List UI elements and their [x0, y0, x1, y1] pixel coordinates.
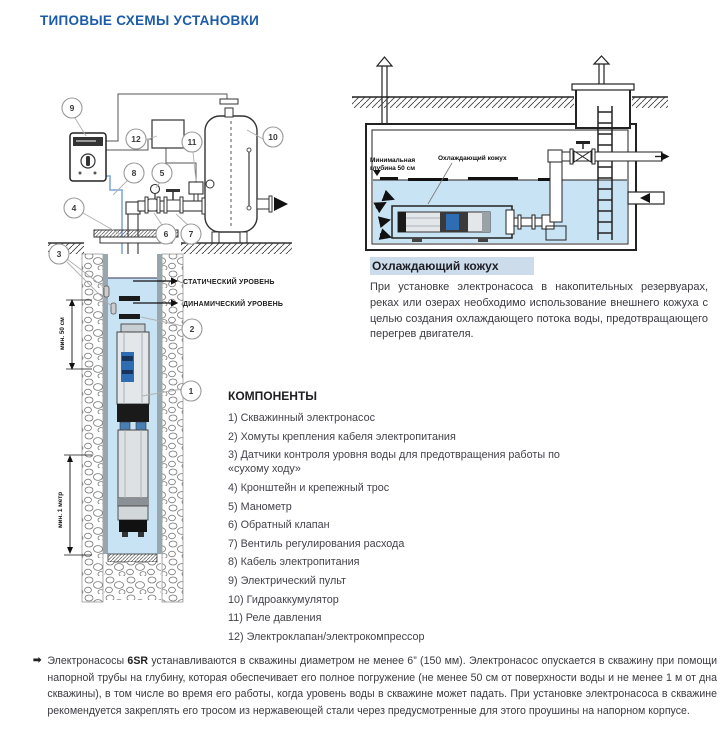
- cable-clamp: [119, 314, 140, 319]
- dynamic-level-label: ДИНАМИЧЕСКИЙ УРОВЕНЬ: [183, 301, 284, 308]
- callout-7: [176, 214, 201, 244]
- cable-clamp: [119, 296, 140, 301]
- hydroaccumulator: [205, 99, 288, 243]
- component-item: 12) Электроклапан/электрокомпрессор: [228, 630, 425, 643]
- svg-text:мин. 50 см: мин. 50 см: [59, 317, 66, 350]
- svg-text:2: 2: [189, 324, 195, 334]
- svg-text:11: 11: [187, 137, 197, 147]
- svg-text:6: 6: [163, 229, 169, 239]
- svg-text:1: 1: [188, 386, 194, 396]
- footer-note-text: Электронасосы 6SR устанавливаются в скважины диаметром не менее 6” (150 мм). Электронасос опускается в скважину при помощи напорной трубы на глубину, которая обеспечивает его полное погружение (не менее 50 см от поверхности воды и не менее 1 м от дна скважины), в том числе во время его работы, когда уровень воды в скважине может падать. При установке электронасоса в скважине рекомендуется закреплять его тросом из нержавеющей стали через предусмотренные для этого проушины на напорном корпусе.: [47, 655, 717, 718]
- component-item: 3) Датчики контроля уровня воды для предотвращения работы по «сухому ходу»: [228, 449, 560, 476]
- component-item: 6) Обратный клапан: [228, 519, 330, 532]
- reservoir-diagram: [350, 55, 670, 255]
- well-shaft: [82, 254, 183, 602]
- footer-note: [33, 653, 717, 720]
- svg-text:10: 10: [268, 132, 278, 142]
- svg-text:9: 9: [69, 103, 75, 113]
- static-level-label: СТАТИЧЕСКИЙ УРОВЕНЬ: [183, 279, 275, 286]
- component-item: 8) Кабель электропитания: [228, 556, 360, 569]
- cooling-section-body: При установке электронасоса в накопительных резервуарах, реках или озерах необходимо использование внешнего кожуха с целью создания охлаждающего потока воды, предотвращающего перегрев двигателя.: [370, 281, 708, 341]
- svg-text:мин. 1 метр: мин. 1 метр: [57, 491, 64, 528]
- component-item: 5) Манометр: [228, 500, 292, 513]
- callout-8: [113, 163, 144, 195]
- horizontal-pump: [398, 212, 490, 232]
- cooling-jacket-section: [370, 257, 708, 343]
- callout-11: [182, 132, 202, 181]
- component-item: 1) Скважинный электронасос: [228, 412, 375, 424]
- component-item: 4) Кронштейн и крепежный трос: [228, 481, 390, 494]
- callout-4: [64, 198, 120, 234]
- component-item: 9) Электрический пульт: [228, 575, 346, 588]
- callout-6: [154, 213, 176, 244]
- control-panel: [70, 133, 106, 181]
- svg-text:5: 5: [159, 168, 165, 178]
- min-depth-label-1: Минимальная: [370, 157, 416, 164]
- components-section: [228, 389, 580, 649]
- svg-text:8: 8: [131, 168, 137, 178]
- cooling-section-heading: Охлаждающий кожух: [370, 257, 534, 275]
- pump-model: 6SR: [127, 655, 149, 667]
- min-depth-label-2: глубина 50 см: [370, 165, 416, 172]
- submersible-pump: [117, 324, 149, 537]
- page-title: ТИПОВЫЕ СХЕМЫ УСТАНОВКИ: [40, 13, 260, 28]
- inlet-pipe: [628, 192, 664, 204]
- component-item: 2) Хомуты крепления кабеля электропитания: [228, 430, 456, 443]
- component-item: 11) Реле давления: [228, 612, 322, 625]
- arrow-marker-icon: ➡: [33, 655, 42, 666]
- svg-text:4: 4: [71, 203, 77, 213]
- callout-9: [62, 98, 86, 136]
- jacket-label: Охлаждающий кожух: [438, 155, 507, 162]
- components-heading: КОМПОНЕНТЫ: [228, 389, 318, 403]
- component-item: 7) Вентиль регулирования расхода: [228, 537, 405, 550]
- solenoid-box: [152, 120, 184, 148]
- svg-text:3: 3: [56, 249, 62, 259]
- svg-text:12: 12: [131, 134, 141, 144]
- component-item: 10) Гидроаккумулятор: [228, 593, 339, 606]
- svg-text:7: 7: [188, 229, 194, 239]
